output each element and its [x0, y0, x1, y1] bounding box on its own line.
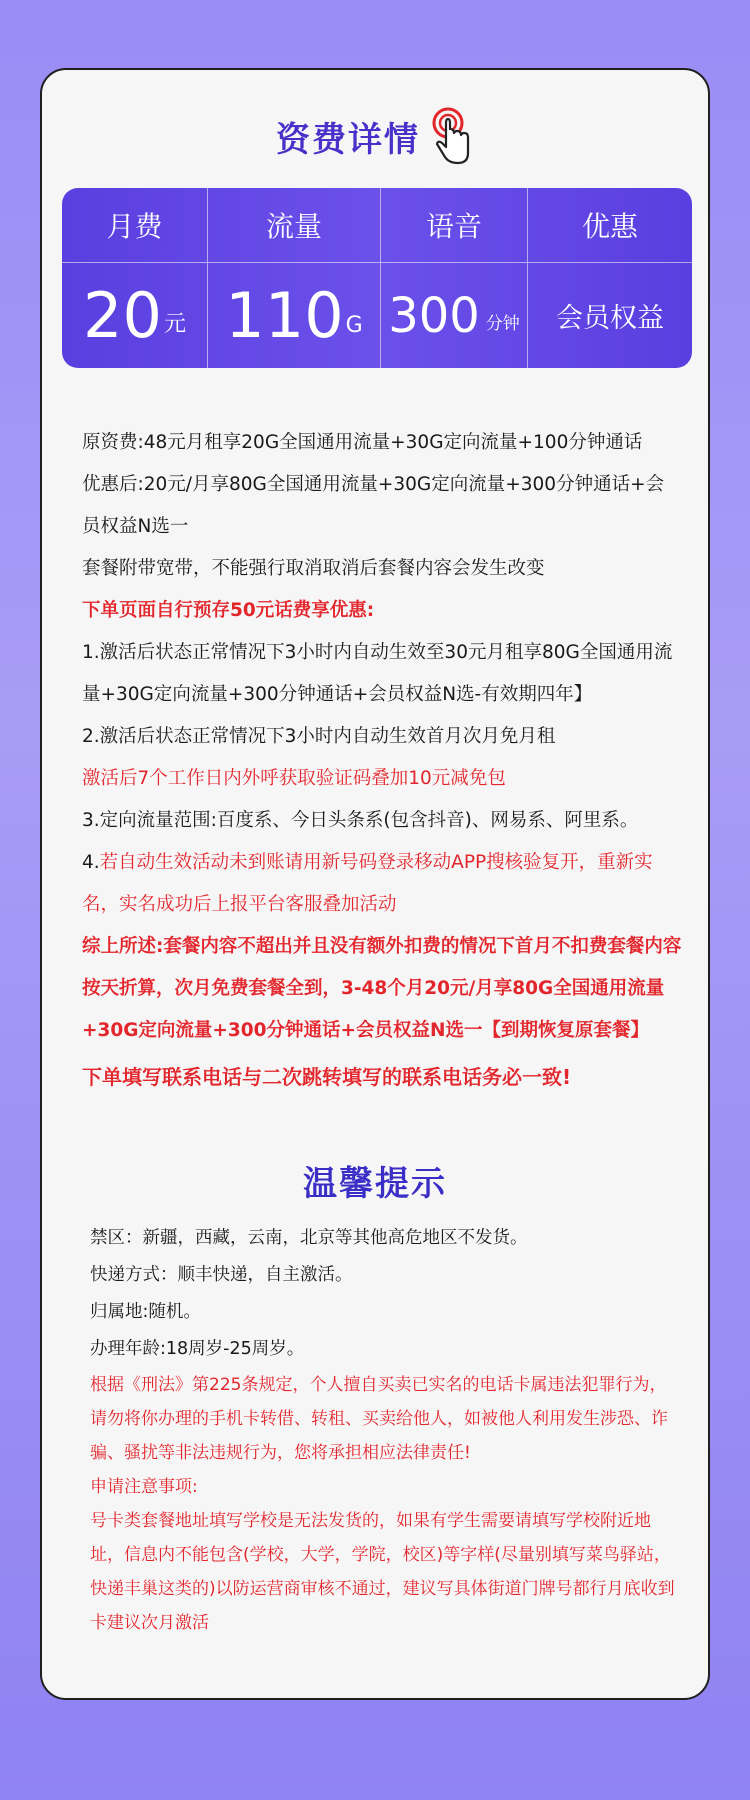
restricted-areas: 禁区：新疆，西藏，云南，北京等其他高危地区不发货。	[90, 1228, 528, 1248]
detail-item-2-note: 激活后7个工作日内外呼获取验证码叠加10元减免包	[82, 768, 506, 789]
age-requirement: 办理年龄:18周岁-25周岁。	[90, 1339, 305, 1359]
plan-detail-card	[40, 68, 710, 1700]
plan-summary-table	[62, 188, 692, 368]
data-value: 110	[225, 278, 344, 352]
header-monthly-fee: 月费	[62, 188, 208, 262]
tips-title: 温馨提示	[303, 1164, 447, 1204]
summary-text: 综上所述:套餐内容不超出并且没有额外扣费的情况下首月不扣费套餐内容按天折算，次月免费套餐全到，3-48个月20元/月享80G全国通用流量+30G定向流量+300分钟通话+会员权益N选一【到期恢复原套餐】	[82, 936, 682, 1041]
phone-consistency-note: 下单填写联系电话与二次跳转填写的联系电话务必一致!	[82, 1065, 572, 1089]
notice-text: 号卡类套餐地址填写学校是无法发货的，如果有学生需要请填写学校附近地址，信息内不能包含(学校，大学，学院，校区)等字样(尽量别填写菜鸟驿站，快递丰巢这类的)以防运营商审核不通过，建议写具体街道门牌号都行月底收到卡建议次月激活	[90, 1511, 675, 1633]
hand-pointer-icon	[430, 107, 474, 165]
header-data: 流量	[208, 188, 381, 262]
page-title: 资费详情	[276, 119, 420, 160]
original-price-line: 原资费:48元月租享20G全国通用流量+30G定向流量+100分钟通话	[82, 432, 643, 453]
detail-item-4-text: 若自动生效活动未到账请用新号码登录移动APP搜核验复开，重新实名，实名成功后上报平台客服叠加活动	[82, 852, 653, 915]
detail-item-4-prefix: 4.	[82, 852, 100, 873]
notice-heading: 申请注意事项:	[90, 1477, 198, 1497]
broadband-note: 套餐附带宽带，不能强行取消取消后套餐内容会发生改变	[82, 558, 545, 579]
header-perk: 优惠	[581, 210, 638, 243]
voice-cell	[381, 263, 528, 368]
legal-warning: 根据《刑法》第225条规定，个人擅自买卖已实名的电话卡属违法犯罪行为，请勿将你办理的手机卡转借、转租、买卖给他人，如被他人利用发生涉恐、诈骗、骚扰等非法违规行为，您将承担相应法律责任!	[90, 1375, 668, 1463]
data-cell	[208, 263, 381, 368]
monthly-fee-value: 20	[83, 278, 162, 352]
voice-unit: 分钟	[485, 314, 520, 334]
monthly-fee-unit: 元	[163, 312, 186, 337]
tips-section	[90, 1220, 680, 1640]
header-voice: 语音	[381, 188, 528, 262]
perk-value: 会员权益	[556, 303, 664, 334]
voice-value: 300	[388, 287, 480, 344]
detail-item-1: 1.激活后状态正常情况下3小时内自动生效至30元月租享80G全国通用流量+30G定向流量+300分钟通话+会员权益N选-有效期四年】	[82, 642, 673, 705]
plan-table-values	[62, 263, 692, 368]
plan-details	[82, 422, 682, 1098]
detail-item-4	[82, 842, 682, 926]
detail-item-2: 2.激活后状态正常情况下3小时内自动生效首月次月免月租	[82, 726, 556, 747]
prestore-heading: 下单页面自行预存50元话费享优惠:	[82, 600, 375, 621]
shipping-method: 快递方式：顺丰快递，自主激活。	[90, 1265, 353, 1285]
monthly-fee-cell	[62, 263, 208, 368]
discount-price-line: 优惠后:20元/月享80G全国通用流量+30G定向流量+300分钟通话+会员权益N选一	[82, 474, 665, 537]
header	[42, 106, 708, 166]
data-unit: G	[345, 313, 363, 338]
detail-item-3: 3.定向流量范围:百度系、今日头条系(包含抖音)、网易系、阿里系。	[82, 810, 639, 831]
plan-table-header	[62, 188, 692, 263]
number-location: 归属地:随机。	[90, 1302, 201, 1322]
